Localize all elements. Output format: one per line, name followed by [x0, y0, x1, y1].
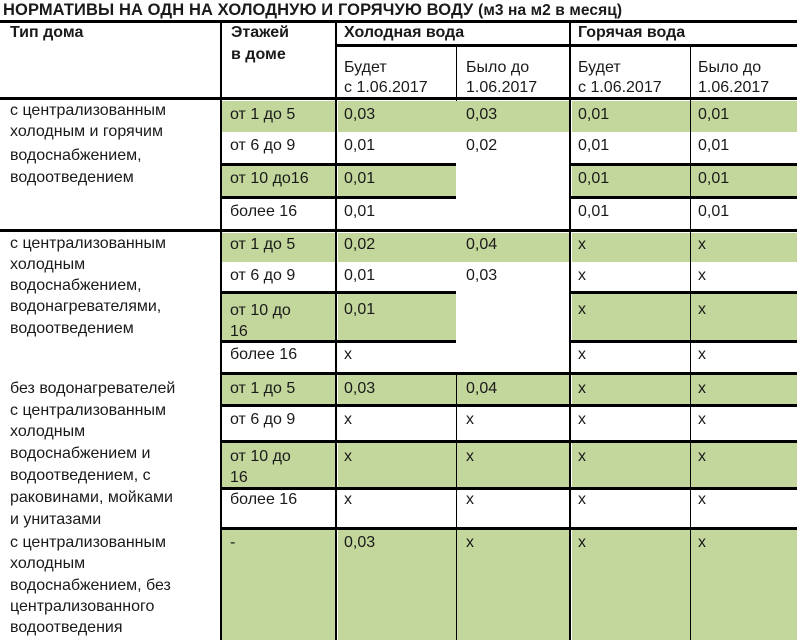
rule: [222, 487, 797, 490]
rule: [220, 20, 222, 640]
header-hot-was-2: 1.06.2017: [698, 79, 770, 96]
highlight-cell: [338, 443, 570, 487]
cold-old-cell: 0,02: [466, 137, 498, 154]
cold-new-cell: 0,01: [344, 170, 376, 187]
house-type-line: водоснабжением,: [10, 277, 142, 294]
header-cold-water: Холодная вода: [344, 24, 465, 41]
floors-cell: от 1 до 5: [230, 236, 296, 253]
header-cold-will-be-1: Будет: [344, 59, 387, 76]
rule: [222, 163, 456, 166]
cold-new-cell: 0,03: [344, 106, 376, 123]
cold-new-cell: x: [344, 491, 352, 508]
highlight-cell: [572, 375, 797, 404]
house-type-line: с централизованным: [10, 102, 167, 119]
hot-old-cell: x: [698, 236, 706, 253]
header-hot-will-be-2: с 1.06.2017: [578, 79, 662, 96]
hot-new-cell: x: [578, 448, 586, 465]
floors-cell: более 16: [230, 491, 298, 508]
floors-cell: от 10 до 16: [230, 448, 291, 486]
floors-cell: от 1 до 5: [230, 380, 296, 397]
hot-new-cell: 0,01: [578, 170, 610, 187]
hot-old-cell: x: [698, 534, 706, 551]
cold-old-cell: x: [466, 411, 474, 428]
cold-new-cell: 0,02: [344, 236, 376, 253]
floors-cell: от 10 до 16: [230, 302, 291, 340]
house-type-line: с централизованным: [10, 534, 167, 551]
hot-new-cell: x: [578, 301, 586, 318]
floors-cell: -: [230, 534, 236, 551]
house-type-line: водоснабжением и: [10, 445, 151, 462]
house-type-line: водоотведением: [10, 320, 134, 337]
hot-old-cell: x: [698, 491, 706, 508]
rule: [570, 340, 797, 343]
cold-old-cell: 0,03: [466, 106, 498, 123]
rule: [0, 229, 797, 232]
hot-new-cell: 0,01: [578, 203, 610, 220]
header-cold-was-1: Было до: [466, 59, 530, 76]
floors-cell: от 1 до 5: [230, 106, 296, 123]
highlight-cell: [222, 530, 336, 640]
rule: [222, 372, 797, 375]
house-type-line: раковинами, мойками: [10, 489, 173, 506]
rule: [222, 440, 797, 443]
header-floors-line1: Этажей: [231, 24, 289, 41]
cold-old-cell: 0,04: [466, 236, 498, 253]
hot-new-cell: x: [578, 534, 586, 551]
hot-new-cell: 0,01: [578, 106, 610, 123]
hot-old-cell: 0,01: [698, 203, 730, 220]
rule: [570, 163, 797, 166]
cold-old-cell: x: [466, 448, 474, 465]
floors-cell: более 16: [230, 203, 298, 220]
floors-cell: от 10 до16: [230, 170, 309, 187]
hot-old-cell: x: [698, 301, 706, 318]
hot-new-cell: x: [578, 236, 586, 253]
header-house-type: Тип дома: [10, 24, 84, 41]
house-type-line: холодным: [10, 256, 86, 273]
cold-new-cell: 0,01: [344, 267, 376, 284]
rule: [222, 527, 797, 530]
highlight-cell: [572, 443, 797, 487]
house-type-line: холодным: [10, 555, 86, 572]
cold-new-cell: 0,01: [344, 137, 376, 154]
house-type-line: холодным и горячим: [10, 123, 163, 140]
house-type-line: водоснабжением,: [10, 147, 142, 164]
house-type-line: водоотведения: [10, 619, 123, 636]
hot-new-cell: x: [578, 491, 586, 508]
house-type-line: с централизованным: [10, 235, 167, 252]
rule: [335, 20, 337, 640]
cold-new-cell: 0,03: [344, 380, 376, 397]
house-type-line: с централизованным: [10, 402, 167, 419]
highlight-cell: [572, 530, 797, 640]
rule: [222, 291, 456, 294]
rule: [222, 404, 797, 407]
house-type-line: водоотведением: [10, 169, 134, 186]
house-type-line: и унитазами: [10, 511, 102, 528]
hot-new-cell: x: [578, 346, 586, 363]
cold-new-cell: 0,01: [344, 301, 376, 318]
cold-new-cell: 0,03: [344, 534, 376, 551]
rule: [222, 196, 456, 199]
house-type-line: водоотведением, с: [10, 467, 151, 484]
rule: [456, 44, 457, 101]
header-hot-will-be-1: Будет: [578, 59, 621, 76]
rule: [690, 44, 691, 640]
cold-old-cell: x: [466, 491, 474, 508]
header-floors-line2: в доме: [231, 46, 286, 63]
cold-old-cell: 0,04: [466, 380, 498, 397]
hot-old-cell: 0,01: [698, 106, 730, 123]
rule: [570, 196, 797, 199]
cold-new-cell: x: [344, 346, 352, 363]
house-type-line: водоснабжением, без: [10, 577, 171, 594]
hot-old-cell: x: [698, 346, 706, 363]
header-cold-will-be-2: с 1.06.2017: [344, 79, 428, 96]
highlight-cell: [572, 294, 797, 340]
house-type-line: водонагревателями,: [10, 298, 162, 315]
rule: [456, 372, 457, 640]
floors-cell: от 6 до 9: [230, 411, 296, 428]
hot-new-cell: x: [578, 411, 586, 428]
cold-new-cell: x: [344, 448, 352, 465]
header-cold-was-2: 1.06.2017: [466, 79, 538, 96]
cold-old-cell: x: [466, 534, 474, 551]
cold-new-cell: 0,01: [344, 203, 376, 220]
house-type-line: без водонагревателей: [10, 380, 176, 397]
header-hot-was-1: Было до: [698, 59, 762, 76]
hot-new-cell: 0,01: [578, 137, 610, 154]
floors-cell: более 16: [230, 346, 298, 363]
hot-old-cell: x: [698, 380, 706, 397]
hot-old-cell: x: [698, 267, 706, 284]
title-main: НОРМАТИВЫ НА ОДН НА ХОЛОДНУЮ И ГОРЯЧУЮ ВОДУ: [3, 1, 474, 19]
hot-old-cell: 0,01: [698, 137, 730, 154]
floors-cell: от 6 до 9: [230, 137, 296, 154]
hot-old-cell: 0,01: [698, 170, 730, 187]
rule: [570, 291, 797, 294]
rule: [569, 20, 571, 640]
hot-new-cell: x: [578, 267, 586, 284]
house-type-line: холодным: [10, 423, 86, 440]
house-type-line: централизованного: [10, 598, 155, 615]
floors-cell: от 6 до 9: [230, 267, 296, 284]
title-units: (м3 на м2 в месяц): [478, 2, 623, 19]
cold-old-cell: 0,03: [466, 267, 498, 284]
hot-new-cell: x: [578, 380, 586, 397]
cold-new-cell: x: [344, 411, 352, 428]
hot-old-cell: x: [698, 448, 706, 465]
hot-old-cell: x: [698, 411, 706, 428]
rule: [336, 44, 797, 47]
highlight-cell: [572, 233, 797, 262]
header-hot-water: Горячая вода: [578, 24, 686, 41]
